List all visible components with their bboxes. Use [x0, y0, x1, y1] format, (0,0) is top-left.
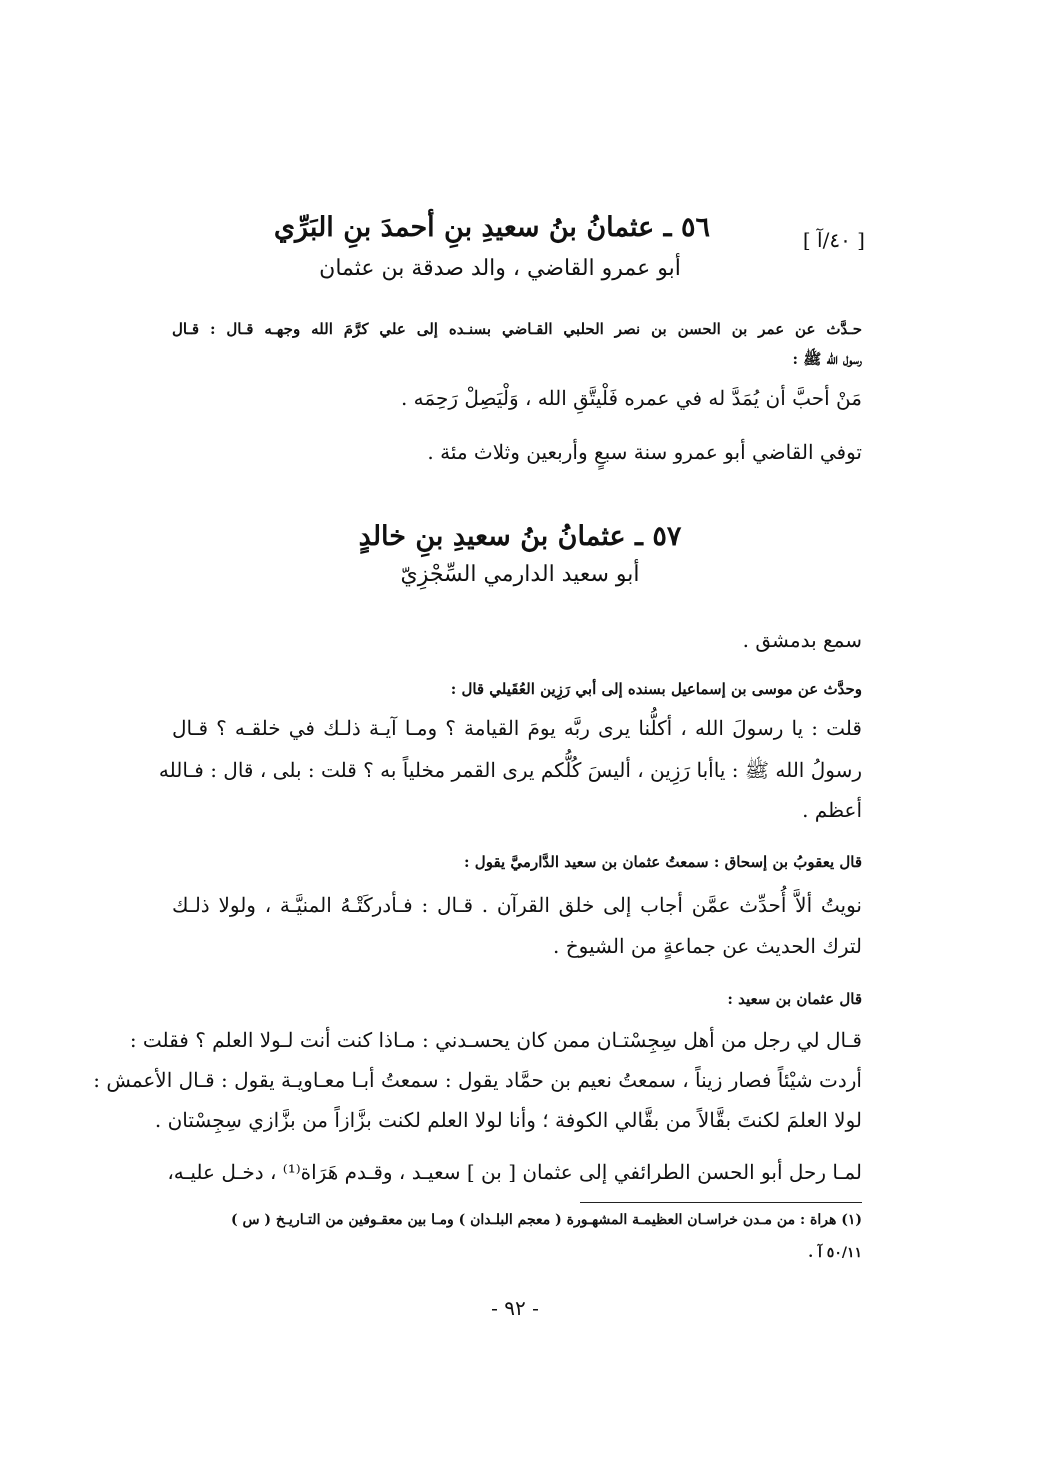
entry-57-hadith-line-1: قلت : يا رسولَ الله ، أكلُّنا يرى ربَّه يومَ القيامة ؟ ومـا آيـة ذلـك في خلقـه ؟ قـال	[172, 716, 862, 740]
entry-57-heading: ٥٧ ـ عثمانُ بنُ سعيدِ بنِ خالدٍ	[358, 521, 682, 552]
entry-56-heading: ٥٦ ـ عثمانُ بنُ سعيدِ بنِ أحمدَ بنِ البَرِّي	[273, 212, 710, 243]
entry-56-death-note: توفي القاضي أبو عمرو سنة سبعٍ وأربعين وثلاث مئة .	[427, 440, 862, 464]
entry-57-isnad-2: قال يعقوبُ بن إسحاق : سمعتُ عثمان بن سعيد الدَّارميَّ يقول :	[464, 853, 862, 871]
entry-57-hadith-line-2: رسولُ الله ﷺ : ياأبا رَزِين ، أليسَ كُلُّكم يرى القمر مخلياً به ؟ قلت : بلى ، قال : فـالله	[158, 758, 862, 782]
entry-56-isnad-line-1: حـدَّث عن عمر بن الحسن بن نصر الحلبي القـاضي بسنـده إلى علي كرَّمَ الله وجهـه قـال : قـال	[172, 320, 862, 338]
footnote-line-2: ٥٠/١١ آ .	[808, 1245, 862, 1261]
entry-57-quote-3-line-2: أردت شيْئاً فصار زيناً ، سمعتُ نعيم بن حمَّاد يقول : سمعتُ أبـا معـاويـة يقول : قـال الأعمش :	[93, 1068, 862, 1092]
entry-56-isnad-line-2: رسول الله ﷺ :	[792, 350, 862, 368]
entry-56-subtitle: أبو عمرو القاضي ، والد صدقة بن عثمان	[319, 256, 681, 281]
footnote-rule	[580, 1202, 862, 1203]
entry-57-quote-3-line-3: لولا العلمَ لكنتَ بقَّالاً من بقَّالي الكوفة ؛ وأنا لولا العلم لكنت بزَّازاً من بزَّازي سِجِسْتان .	[154, 1108, 862, 1132]
entry-57-quote-2-line-2: لترك الحديث عن جماعةٍ من الشيوخ .	[553, 934, 862, 958]
entry-57-paragraph-last: لمـا رحل أبو الحسن الطرائفي إلى عثمان [ بن ] سعيـد ، وقـدم هَرَاة⁽¹⁾ ، دخـل عليـه،	[167, 1160, 862, 1184]
entry-57-hadith-line-3: أعظم .	[802, 798, 862, 822]
entry-57-subtitle: أبو سعيد الدارمي السِّجْزِيّ	[400, 562, 640, 587]
entry-57-isnad-1: وحدَّث عن موسى بن إسماعيل بسنده إلى أبي رَزِين العُقَيلي قال :	[450, 680, 862, 698]
entry-56-hadith: مَنْ أحبَّ أن يُمَدَّ له في عمره فَلْيتَّقِ الله ، وَلْيَصِلْ رَحِمَه .	[400, 386, 862, 410]
entry-57-quote-3-line-1: قـال لي رجل من أهل سِجِسْتـان ممن كان يحسـدني : مـاذا كنت أنت لـولا العلم ؟ فقلت :	[129, 1028, 862, 1052]
page-number: - ٩٢ -	[491, 1296, 539, 1320]
footnote-line-1: (١) هراة : من مـدن خراسـان العظيمـة المشهـورة ( معجم البلـدان ) ومـا بين معقـوفين من التـاريـخ ( س )	[230, 1212, 862, 1228]
entry-57-quote-2-line-1: نويتُ ألاَّ أُحدِّث عمَّن أجاب إلى خلق القرآن . قـال : فـأدركَتْـهُ المنيَّـة ، ولولا ذلـك	[172, 893, 862, 917]
entry-57-isnad-3: قال عثمان بن سعيد :	[727, 990, 862, 1008]
folio-mark: [ ٤٠/آ ]	[802, 228, 865, 252]
entry-57-paragraph-1: سمع بدمشق .	[742, 628, 862, 652]
